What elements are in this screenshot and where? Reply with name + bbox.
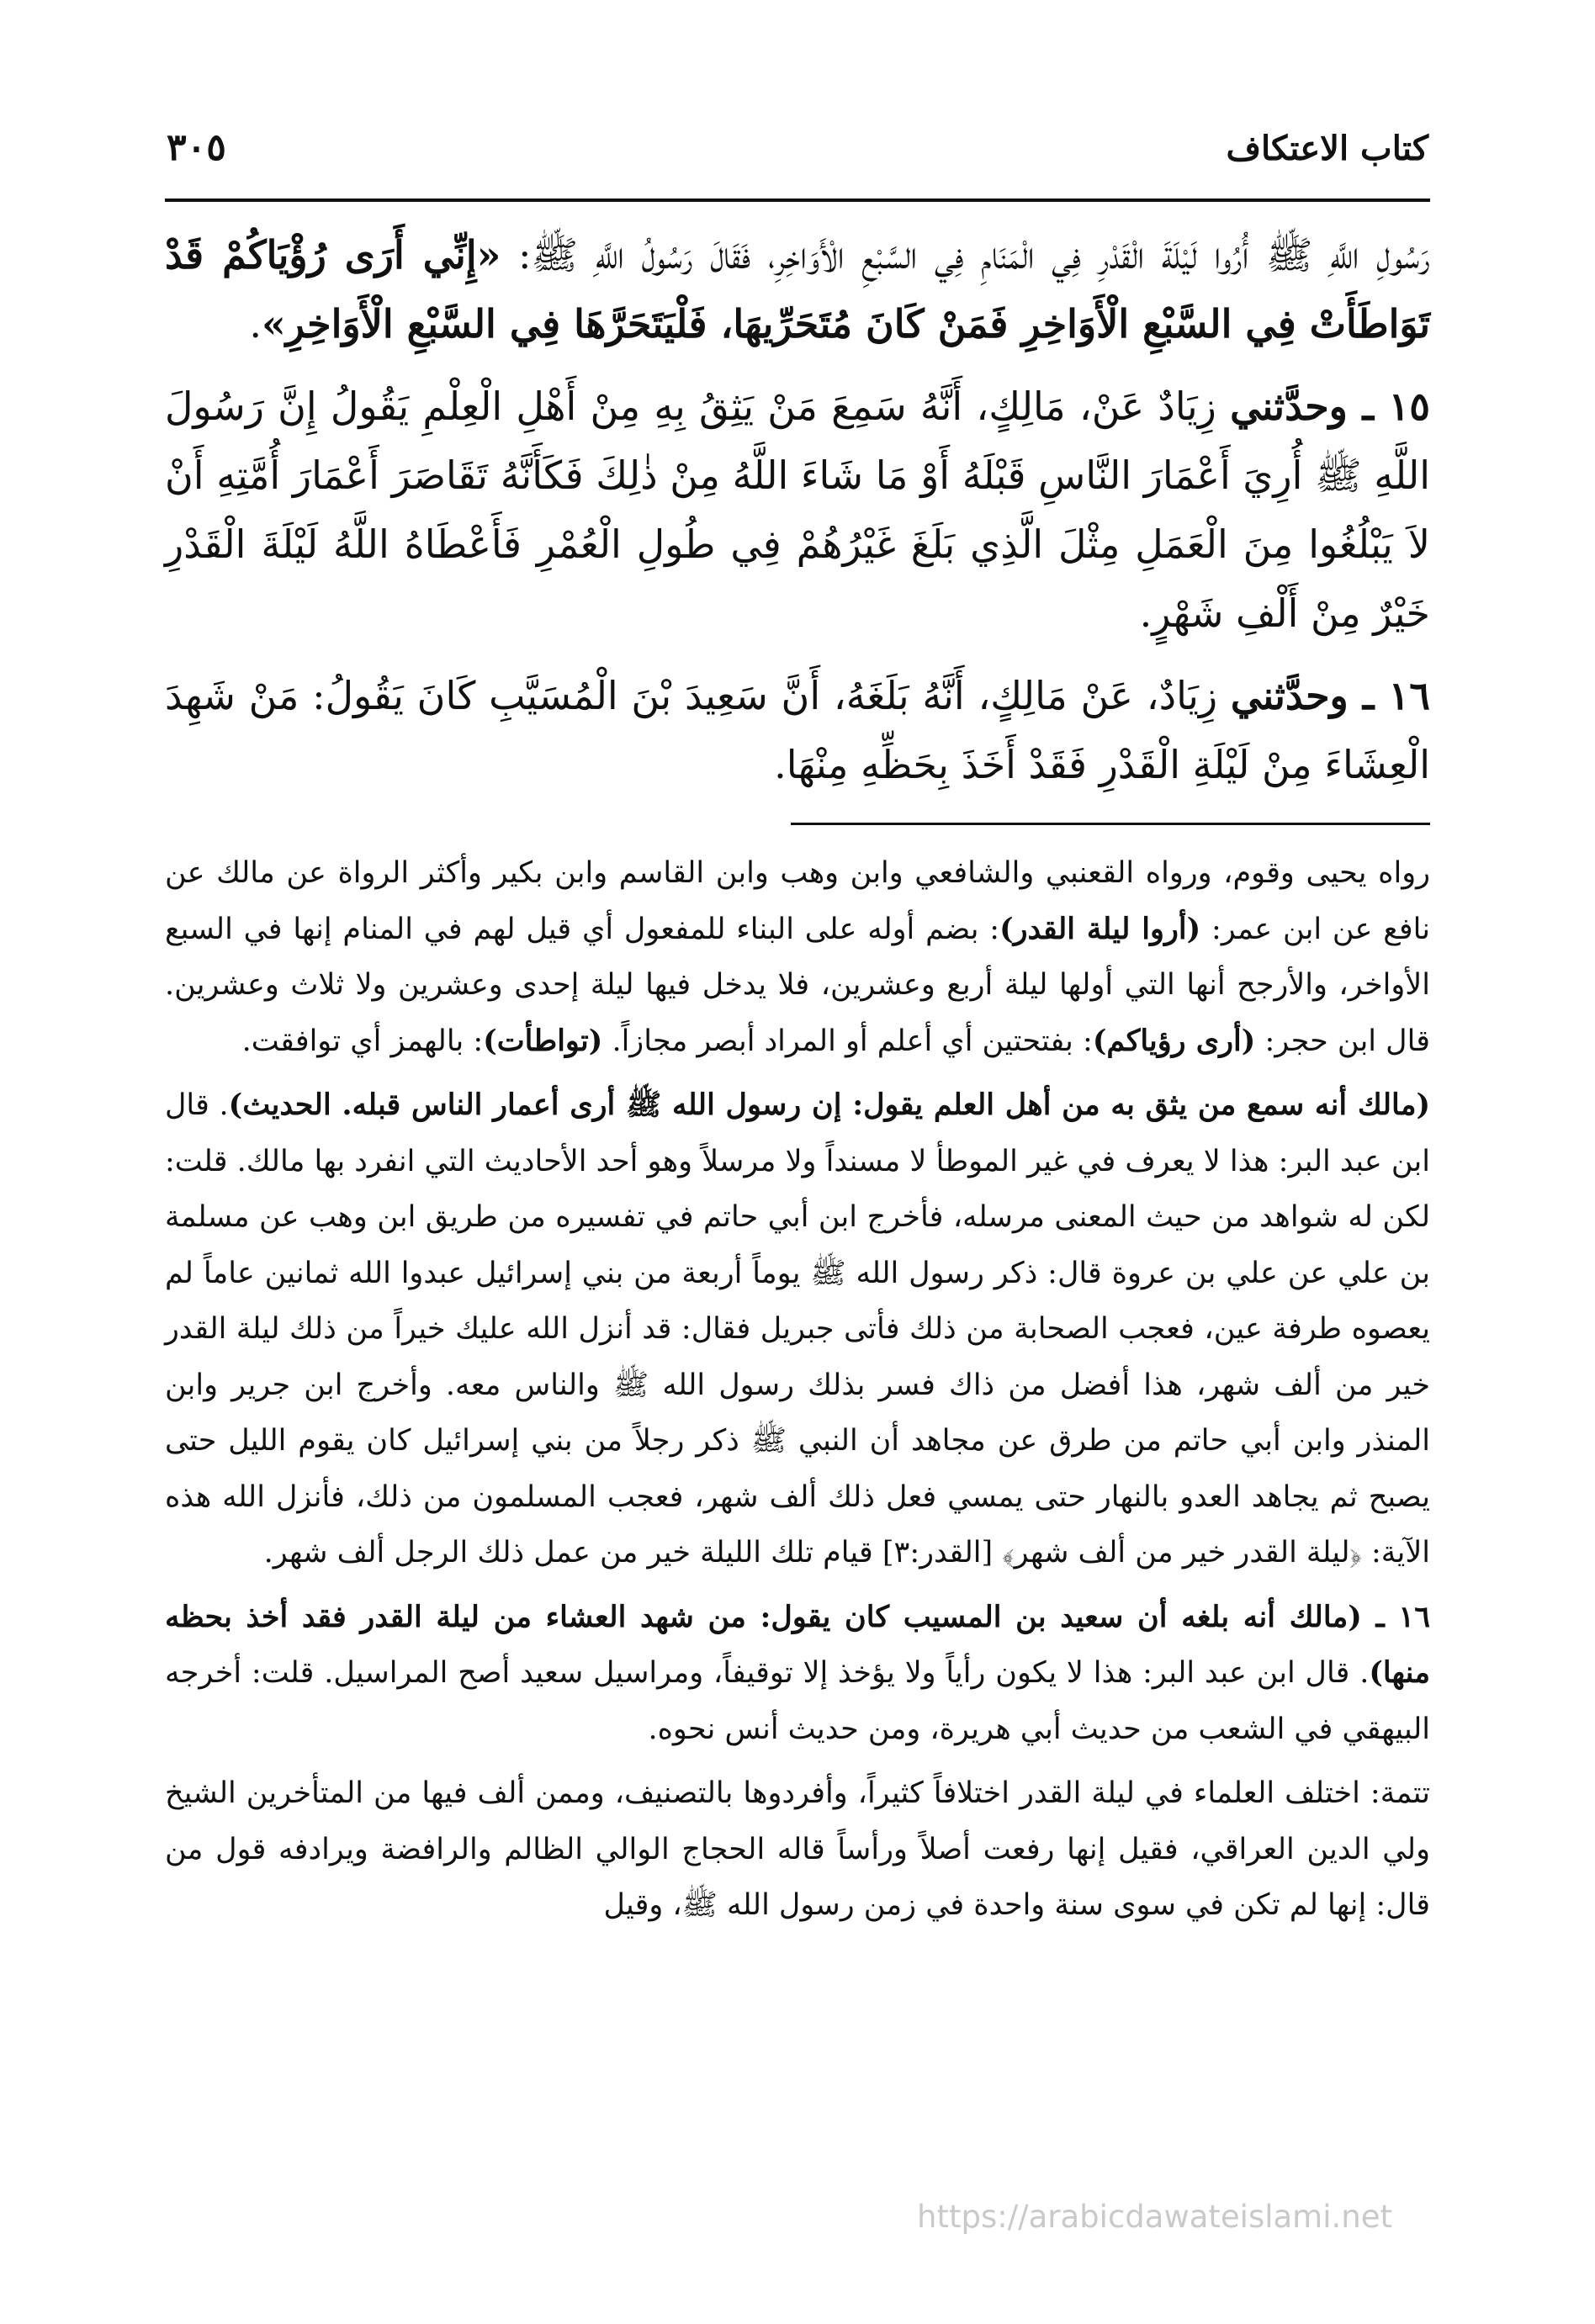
main-paragraph — [165, 220, 1430, 358]
narration-lead: وحدَّثني — [1230, 384, 1348, 429]
commentary-heading: ١٦ ـ (مالك أنه بلغه أن سعيد بن المسيب كان يقول: من شهد العشاء من ليلة القدر فقد أخذ بحظه منها) — [165, 1599, 1430, 1690]
hadith-text: زِيَادٌ عَنْ، مَالِكٍ، أَنَّهُ سَمِعَ مَنْ يَثِقُ بِهِ مِنْ أَهْلِ الْعِلْمِ يَقُولُ إِنَّ رَسُولَ اللَّهِ ﷺ أُرِيَ أَعْمَارَ النَّاسِ قَبْلَهُ أَوْ مَا شَاءَ اللَّهُ مِنْ ذٰلِكَ فَكَأَنَّهُ تَقَاصَرَ أَعْمَارَ أُمَّتِهِ أَنْ لاَ يَبْلُغُوا مِنَ الْعَمَلِ مِثْلَ الَّذِي بَلَغَ غَيْرُهُمْ فِي طُولِ الْعُمْرِ فَأَعْطَاهُ اللَّهُ لَيْلَةَ الْقَدْرِ خَيْرٌ مِنْ أَلْفِ شَهْرٍ. — [165, 384, 1430, 636]
commentary-text: : بالهمز أي توافقت. — [241, 1024, 484, 1058]
prophetic-quote: «إِنِّي أَرَى رُؤْيَاكُمْ قَدْ تَوَاطَأَتْ فِي السَّبْعِ الْأَوَاخِرِ فَمَنْ كَانَ مُتَحَرِّيهَا، فَلْيَتَحَرَّهَا فِي السَّبْعِ الْأَوَاخِرِ» — [165, 232, 1430, 347]
commentary-text: رواه يحيى وقوم، ورواه القعنبي والشافعي وابن وهب وابن القاسم وابن بكير وأكثر الرواة عن مالك عن نافع عن ابن عمر: — [165, 856, 1430, 946]
footnote-divider — [791, 823, 1430, 825]
commentary-paragraph — [165, 1765, 1430, 1934]
hadith-number: ١٦ ـ — [1348, 673, 1430, 718]
commentary-term: (تواطأت) — [483, 1023, 603, 1058]
page-number: ٣٠٥ — [167, 126, 226, 169]
commentary-text: . قال ابن عبد البر: هذا لا يكون رأياً ولا يؤخذ إلا توقيفاً، ومراسيل سعيد أصح المراسيل. قلت: أخرجه البيهقي في الشعب من حديث أبي هريرة، ومن حديث أنس نحوه. — [165, 1656, 1430, 1746]
chapter-title: كتاب الاعتكاف — [1226, 129, 1428, 168]
commentary-text: تتمة: اختلف العلماء في ليلة القدر اختلافاً كثيراً، وأفردوها بالتصنيف، وممن ألف فيها من المتأخرين الشيخ ولي الدين العراقي، فقيل إنها رفعت أصلاً ورأساً قاله الحجاج الوالي الظالم والرافضة ويرادفه قول من قال: إنها لم تكن في سوى سنة واحدة في زمن رسول الله ﷺ، وقيل — [165, 1776, 1430, 1922]
commentary-term: (أرى رؤياكم) — [1092, 1023, 1256, 1058]
commentary-term: (أروا ليلة القدر) — [999, 911, 1201, 946]
commentary-paragraph — [165, 1077, 1430, 1581]
commentary-heading: (مالك أنه سمع من يثق به من أهل العلم يقول: إن رسول الله ﷺ أرى أعمار الناس قبله. الحديث) — [228, 1088, 1431, 1122]
watermark-url: https://arabicdawateislami.net — [917, 2199, 1392, 2235]
hadith-text: رَسُولِ اللَّهِ ﷺ أُرُوا لَيْلَةَ الْقَدْرِ فِي الْمَنَامِ فِي السَّبْعِ الْأَوَاخِرِ، فَقَالَ رَسُولُ اللَّهِ ﷺ: — [501, 232, 1430, 278]
hadith-paragraph — [165, 661, 1430, 799]
sentence-end: . — [249, 301, 262, 347]
hadith-text: زِيَادٌ، عَنْ مَالِكٍ، أَنَّهُ بَلَغَهُ، أَنَّ سَعِيدَ بْنَ الْمُسَيَّبِ كَانَ يَقُولُ: مَنْ شَهِدَ الْعِشَاءَ مِنْ لَيْلَةِ الْقَدْرِ فَقَدْ أَخَذَ بِحَظِّهِ مِنْهَا. — [165, 673, 1430, 787]
commentary-text: : بفتحتين أي أعلم أو المراد أبصر مجازاً. — [602, 1024, 1093, 1058]
commentary — [165, 845, 1430, 1934]
commentary-paragraph — [165, 1590, 1430, 1758]
narration-lead: وحدَّثني — [1230, 673, 1349, 718]
commentary-text: : بضم أوله على البناء للمفعول أي قيل لهم في المنام إنها في السبع الأواخر، والأرجح أنها التي أولها ليلة أربع وعشرين، فلا يدخل فيها ليلة إحدى وعشرين ولا ثلاث وعشرين. قال ابن حجر: — [165, 912, 1430, 1058]
hadith-paragraph — [165, 372, 1430, 648]
commentary-paragraph — [165, 845, 1430, 1069]
page-header — [165, 126, 1430, 202]
hadith-number: ١٥ ـ — [1347, 384, 1430, 429]
commentary-text: . قال ابن عبد البر: هذا لا يعرف في غير الموطأ لا مسنداً ولا مرسلاً وهو أحد الأحاديث التي انفرد بها مالك. قلت: لكن له شواهد من حيث المعنى مرسله، فأخرج ابن أبي حاتم في تفسيره من طريق ابن وهب عن مسلمة بن علي عن علي بن عروة قال: ذكر رسول الله ﷺ يوماً أربعة من بني إسرائيل عبدوا الله ثمانين عاماً لم يعصوه طرفة عين، فعجب الصحابة من ذلك فأتى جبريل فقال: قد أنزل الله عليك خيراً من ذلك ليلة القدر خير من ألف شهر، هذا أفضل من ذاك فسر بذلك رسول الله ﷺ والناس معه. وأخرج ابن جرير وابن المنذر وابن أبي حاتم من طرق عن مجاهد أن النبي ﷺ ذكر رجلاً من بني إسرائيل كان يقوم الليل حتى يصبح ثم يجاهد العدو بالنهار حتى يمسي فعل ذلك ألف شهر، فعجب المسلمون من ذلك، فأنزل الله هذه الآية: ﴿ليلة القدر خير من ألف شهر﴾ [القدر:٣] قيام تلك الليلة خير من عمل ذلك الرجل ألف شهر. — [165, 1088, 1430, 1570]
main-text — [165, 220, 1430, 799]
